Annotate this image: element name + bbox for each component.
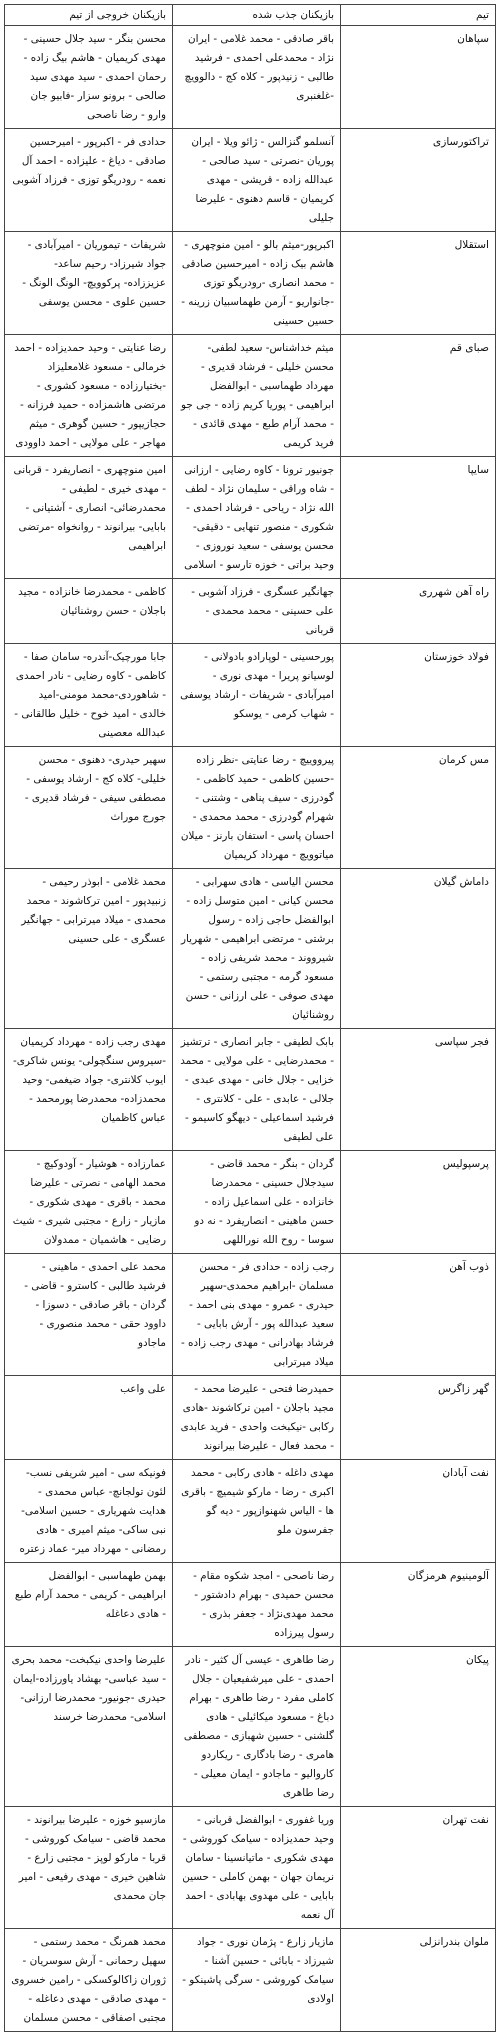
players-out-cell: جابا مورچیک-آندره- سامان صفا - کاظمی - کاوه رضایی - نادر احمدی - شاهوردی-محمد مومنی-امید خالدی - امید خوح - خلیل طالقانی - عبدالله معصینی [14,651,166,739]
team-name-cell: نفت آبادان [340,1460,495,1562]
players-in-cell: میثم خداشناس- سعید لطفی- محسن خلیلی - فرشاد قدیری - مهرداد طهماسبی - ابوالفضل ابراهیمی - پوریا کریم زاده - جی جو - محمد آرام طبع - مهدی قائدی - فرید کریمی [172,335,340,456]
team-name-cell: تراکتورسازی [340,129,495,231]
players-out-cell: کاظمی - محمدرضا خانزاده - مجید باجلان - حسن روشنائیان [18,586,166,617]
table-row [5,1807,495,1929]
team-name-cell: ملوان بندرانزلی [340,1929,495,2031]
table-row [5,644,495,747]
players-in-cell: باقر صادقی - محمد غلامی - ایران نژاد - محمدعلی احمدی - فرشید طالبی - زنیدپور - کلاه کج - دالوویچ -غلغنبری [172,26,340,128]
table-row [5,747,495,869]
table-row [5,457,495,579]
players-in-cell: مهدی داغله - هادی رکابی - محمد اکبری - رضا - مارکو شیمیچ - باقری ها - الیاس شهنوازپور - دیه گو جفرسون ملو [172,1460,340,1562]
table-row [5,335,495,457]
players-in-cell: محسن الیاسی - هادی سهرابی - محسن کیانی - امین متوسل زاده - ابوالفضل حاجی زاده - رسول برشتی - مرتضی ابراهیمی - شهریار شیرووند - محمد شریفی زاده - مسعود گرمه - مجتبی رستمی - مهدی صوفی - علی ارزانی - حسن روشنائیان [172,869,340,1028]
team-name-cell: صبای قم [340,335,495,456]
players-in-cell: پورحسینی - لوپارادو بادولانی - لوسیانو پریرا - مهدی نوری - امیرآبادی - شریفات - ارشاد یوسفی - شهاب کرمی - یوسکو [172,644,340,746]
table-row [5,1647,495,1807]
team-name-cell: ذوب آهن [340,1254,495,1375]
players-out-cell: رضا عنایتی - وحید حمدیزاده - احمد خرمالی - مسعود غلامعلیزاد -بختیارزاده - مسعود کشوری - مرتضی هاشمزاده - حمید فرزانه - حجازیپور - حسین گوهری - میثم مهاجر - علی مولایی - احمد داوودی [14,342,166,449]
team-name-cell: سپاهان [340,26,495,128]
team-name-cell: مس کرمان [340,747,495,868]
table-row [5,26,495,129]
players-out-cell: شریفات - تیموریان - امیرآبادی - جواد شیرزاد- رحیم ساعد- عزیززاده- پرکوویچ- الونگ الونگ - حسین علوی - محسن یوسفی [22,239,166,308]
players-in-cell: رجب زاده - حدادی فر - محسن مسلمان -ابراهیم محمدی-سهیر حیدری - عمرو - مهدی بنی احمد - سعید عبدالله پور - آرش بابایی - فرشاد بهادرانی - مهدی رجب زاده - میلاد میرترابی [172,1254,340,1375]
players-in-cell: پیرووییچ - رضا عنایتی -نظر زاده -حسین کاظمی - حمید کاظمی - گودرزی - سیف پناهی - وشتنی - شهرام گودرزی - محمد محمدی - احسان پاسی - استفان بارنز - میلان میاتوویچ - مهرداد کریمیان [172,747,340,868]
players-out-cell: عمارزاده - هوشیار - آودوکیچ - محمد الهامی - نصرتی - علیرضا محمد - باقری - مهدی شکوری - مازیار - زارع - مجتبی شیری - شیث رضایی - هاشمیان - ممدولان [12,1158,166,1246]
table-row [5,1376,495,1460]
header-team: تیم [340,5,495,25]
players-out-cell: محمد علی احمدی - ماهینی - فرشید طالبی - کاسترو - قاضی - گردان - باقر صادقی - دسوزا - داوود حقی - محمد منصوری - ماجادو [24,1261,166,1349]
team-name-cell: سایپا [340,457,495,578]
players-in-cell: مازیار زارع - پژمان نوری - جواد شیرزاد - بابائی - حسین آشنا - سیامک کوروشی - سرگی پاشینکو - اولادی [172,1929,340,2031]
table-row [5,1460,495,1563]
team-name-cell: راه آهن شهرری [340,579,495,643]
team-name-cell: پیکان [340,1647,495,1806]
table-row [5,1029,495,1151]
players-out-cell: علی واعب [120,1383,166,1395]
players-in-cell: جهانگیر عسگری - فرزاد آشوبی - علی حسینی - محمد محمدی - قربانی [172,579,340,643]
team-name-cell: داماش گیلان [340,869,495,1028]
table-row [5,1563,495,1647]
players-in-cell: اکبرپور-میثم بالو - امین منوچهری - هاشم بیک زاده - امیرحسین صادقی - محمد انصاری -رودریگو توزی -جانواریو - آرمن طهماسبیان زرینه - حسین حسینی [172,232,340,334]
players-out-cell: حدادی فر - اکبرپور - امیرحسین صادقی - دیاغ - علیزاده - احمد آل نعمه - رودریگو توزی - فرزاد آشوبی [12,136,166,186]
players-out-cell: مهدی رجب زاده - مهرداد کریمیان -سیروس سنگچولی- یونس شاکری- ایوب کلانتری- جواد ضیغمی- وحید محمدزاده- محمدرضا پورمحمد - عباس کاظمیان [13,1036,166,1124]
team-name-cell: فجر سپاسی [340,1029,495,1150]
players-out-cell: امین منوچهری - انصاریفرد - قربانی - مهدی خیری - لطیفی - محمدرضائی- انصاری - آشتیانی - بابایی- بیرانوند - روانخواه -مرتضی ابراهیمی [13,464,166,552]
header-players-in: بازیکنان جذب شده [172,5,340,25]
players-out-cell: محمد همرنگ - محمد رستمی - سهیل رحمانی - آرش سوسریان - ژوران زاکالوکسکی - رامین خسروی - مهدی صادقی - مهدی دعاغله - مجتبی اصفاقی - محسن مسلمان [11,1936,166,2024]
header-players-out: بازیکنان خروجی از تیم [69,9,166,21]
players-in-cell: آنسلمو گنزالس - ژائو ویلا - ایران پوریان -نصرتی - سید صالحی - عبدالله زاده - قریشی - مهدی کریمیان - قاسم دهنوی - علیرضا جلیلی [172,129,340,231]
team-name-cell: استقلال [340,232,495,334]
players-in-cell: حمیدرضا فتحی - علیرضا محمد - مجید باجلان - امین ترکاشوند -هادی رکابی -نیکبخت واحدی - فرید عابدی - محمد فعال - علیرضا بیرانوند [172,1376,340,1459]
players-out-cell: بهمن طهماسبی - ابوالفضل ابراهیمی - کریمی - محمد آرام طبع - هادی دعاغله [14,1570,166,1620]
table-row [5,1929,495,2031]
players-out-cell: علیرضا واحدی نیکبخت- محمد بحری - سید عباسی- بهشاد یاورزاده-ایمان حیدری -جونیور- محمدرضا ارزانی- اسلامی- محمدرضا خرسند [11,1654,166,1723]
table-row [5,579,495,644]
table-row [5,232,495,335]
players-out-cell: سهیر حیدری- دهنوی - محسن خلیلی- کلاه کج - ارشاد یوسفی - مصطفی سیفی - فرشاد قدیری - جورج موراث [24,754,166,823]
team-name-cell: فولاد خوزستان [340,644,495,746]
table-row [5,1151,495,1254]
players-out-cell: فونیکه سی - امیر شریفی نسب- لئون تولجانچ- عباس محمدی - هدایت شهریاری - حسین اسلامی- نبی ساکی- میثم امیری - هادی رمضانی - مهرداد میر- عماد زعتره [19,1467,166,1555]
players-in-cell: رضا طاهری - عیسی آل کثیر - نادر احمدی - علی میرشفیعیان - جلال کاملی مفرد - رضا طاهری - بهرام دباغ - مسعود میکائیلی - هادی گلشنی - حسین شهبازی - مصطفی هامری - رضا بادگاری - ریکاردو کاروالیو - ماجادو - ایمان معیلی - رضا طاهری [172,1647,340,1806]
team-name-cell: پرسپولیس [340,1151,495,1253]
table-row [5,1254,495,1376]
team-name-cell: گهر زاگرس [340,1376,495,1459]
table-row [5,129,495,232]
players-in-cell: وریا غفوری - ابوالفضل قربانی - وحید حمدیزاده - سیامک کوروشی - مهدی شکوری - ماتیانسینا - سامان نریمان جهان - بهمن کاملی - حسین بابایی - علی مهدوی بهابادی - احمد آل نعمه [172,1807,340,1928]
table-header-row [5,5,495,26]
players-out-cell: محسن بنگر - سید جلال حسینی - مهدی کریمیان - هاشم بیگ زاده - رحمان احمدی - سید مهدی سید صالحی - برونو سزار -فابیو جان وارو - رضا ناصحی [23,33,166,121]
players-in-cell: جونیور ترونا - کاوه رضایی - ارزانی - شاه وراقی - سلیمان نژاد - لطف الله نژاد - ریاحی - فرشاد احمدی - شکوری - منصور تنهایی - دقیقی-محسن یوسفی - سعید نوروزی - وحید براتی - خوزه تارسو - اسلامی [172,457,340,578]
table-row [5,869,495,1029]
players-in-cell: گردان - بنگر - محمد قاضی - سیدجلال حسینی - محمدرضا خانزاده - علی اسماعیل زاده - حسن ماهینی - انصاریفرد - نه دو سوسا - روح الله نوراللهی [172,1151,340,1253]
players-in-cell: بابک لطیفی - جابر انصاری - ترتشیز - محمدرضایی - علی مولایی - محمد خزایی - جلال خانی - مهدی عبدی - جلالی - عابدی - علی - کلانتری - فرشید اسماعیلی - دیهگو کاسیمو - علی لطیفی [172,1029,340,1150]
players-in-cell: رضا ناصحی - امجد شکوه مقام - محسن حمیدی - بهرام دادشتور - محمد مهدی‌نژاد - جعفر بذری - رسول پیرزاده [172,1563,340,1646]
transfers-table [4,4,496,2032]
players-out-cell: محمد غلامی - ابوذر رحیمی - زنبیدپور - امین ترکاشوند - محمد محمدی - میلاد میرترابی - جهانگیر عسگری - علی حسینی [21,876,166,945]
table-body [5,26,495,2031]
team-name-cell: آلومینیوم هرمزگان [340,1563,495,1646]
players-out-cell: مازسیو خوزه - علیرضا بیرانوند - محمد قاضی - سیامک کوروشی - قربا - مارکو لوپز - مجتبی زارع - شاهین خیری - مهدی رفیعی - امیر جان محمدی [18,1814,166,1902]
team-name-cell: نفت تهران [340,1807,495,1928]
